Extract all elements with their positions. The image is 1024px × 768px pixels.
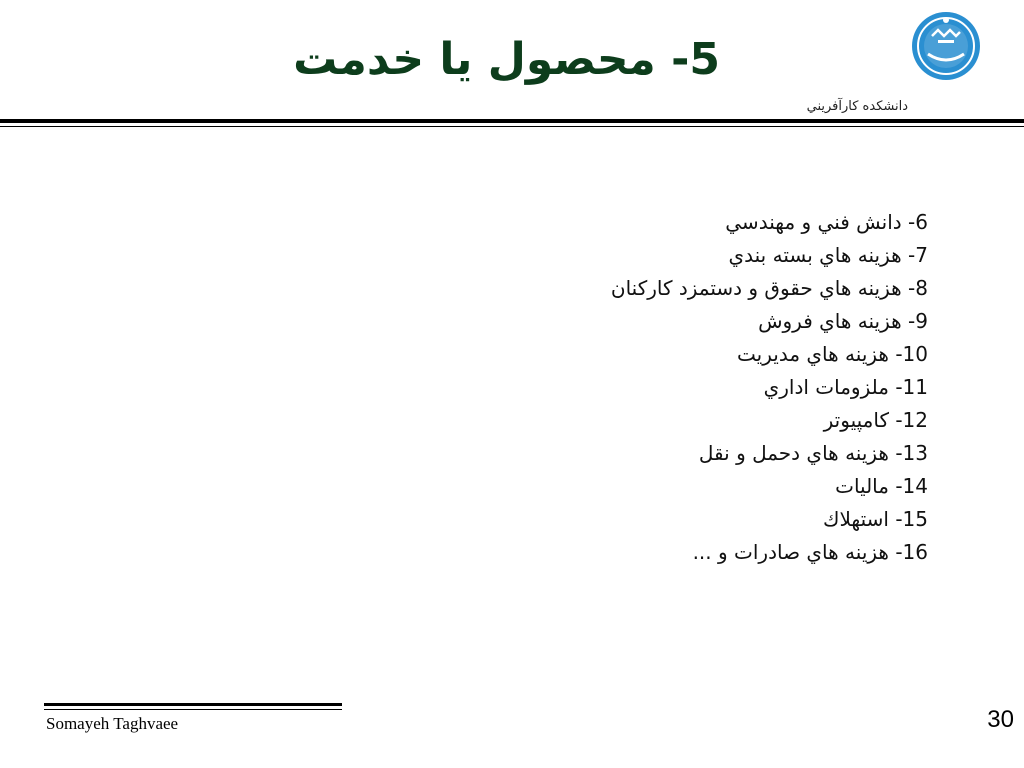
list-item: 13- هزينه هاي دحمل و نقل — [698, 441, 928, 465]
author-name: Somayeh Taghvaee — [46, 714, 179, 733]
logo-caption: دانشكده كارآفريني — [806, 99, 908, 114]
list-item: 10- هزينه هاي مديريت — [737, 342, 928, 366]
list-item: 11- ملزومات اداري — [763, 375, 928, 399]
page-number: 30 — [987, 706, 1014, 733]
footer-divider-thin — [44, 709, 342, 710]
university-seal-icon — [806, 6, 998, 118]
cost-item-list — [458, 206, 928, 569]
list-item: 14- ماليات — [835, 474, 928, 498]
list-item: 6- دانش فني و مهندسي — [725, 210, 928, 234]
list-item: 8- هزينه هاي حقوق و دستمزد كاركنان — [610, 276, 928, 300]
university-logo — [806, 6, 998, 118]
list-item: 9- هزينه هاي فروش — [758, 309, 928, 333]
title-divider-thick — [0, 119, 1024, 123]
list-item: 15- استهلاك — [822, 507, 928, 531]
list-item: 12- كامپيوتر — [823, 408, 928, 432]
list-item: 16- هزينه هاي صادرات و ... — [692, 540, 928, 564]
list-item: 7- هزينه هاي بسته بندي — [728, 243, 928, 267]
footer-divider-thick — [44, 703, 342, 706]
title-divider-thin — [0, 126, 1024, 127]
slide-title: 5- محصول يا خدمت — [293, 34, 720, 85]
